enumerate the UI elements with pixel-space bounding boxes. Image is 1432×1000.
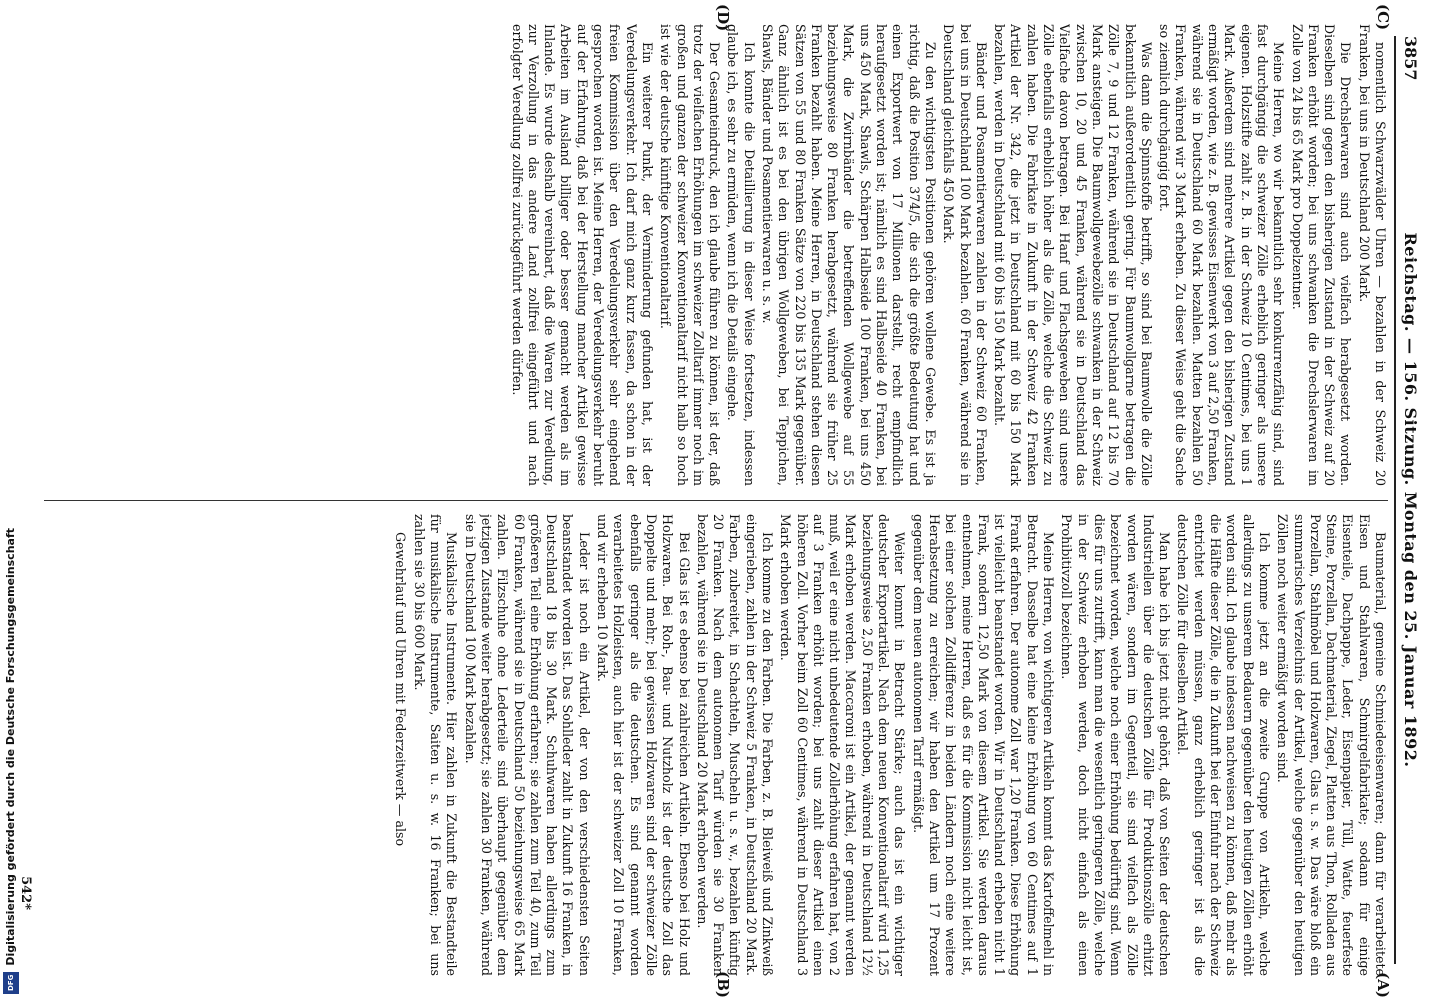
paragraph: Gewehrlauf und Uhren mit Federzeitwerk — also <box>393 532 409 847</box>
left-column <box>44 24 1388 486</box>
dfg-logo-icon: DFG <box>3 972 19 994</box>
paragraph: Leder ist noch ein Artikel, der von den verschiedensten Seiten beanstandet worden ist. Das Sohlleder zahlt in Zukunft 16 Franken, in Deutschland 18 bis 30 Mark. Schuhwaren haben allerdings zum größeren Teil eine Erhöhung erfahren; sie zahlen zum Teil 40, zum Teil 60 Franken, während sie in Deutschland 50 beziehungsweise 65 Mark zahlen. Filzschuhe ohne Lederteile sind überhaupt gegenüber dem jetzigen Zustande weiter herabgesetzt; sie zahlen 30 Franken, während sie in Deutschland 100 Mark bezahlen. <box>462 514 592 976</box>
right-column <box>44 514 1388 976</box>
paragraph: Meine Herren, wo wir bekanntlich sehr konkurrenzfähig sind, sind fast durchgängig die schweizer Zölle erheblich geringer als unsere eigenen. Holzstifte zahlt z. B. in der Schweiz 10 Centimes, bei uns 1 Mark. Außerdem sind mehrere Artikel gegen den bisherigen Zustand ermäßigt worden, wie z. B. gewisses Eisenwerk von 3 auf 2,50 Franken, während sie in Deutschland 60 Mark bezahlen. Matten bezahlen 50 Franken, während wir 3 Mark erheben. Zu dieser Weise geht die Sache so ziemlich durchgängig fort. <box>1157 24 1287 486</box>
paragraph: Baumaterial, gemeine Schmiedeeisenwaren; dann für verarbeitete Eisen und Stahlwaren, Schmirgelfabrikate; sodann für einige Eisenteile, Dachpappe, Leder, Eisenpapier, Tüll, Watte, feuerfeste Steine, Porzellan, Dachmaterial, Ziegel, Platten aus Thon, Rolladen aus Porzellan, Stahlmöbel und Holzwaren, Glas u. s. w. Das wäre bloß ein summarisches Verzeichnis der Artikel, welche gegenüber den heutigen Zöllen noch weiter ermäßigt worden sind. <box>1275 514 1388 976</box>
paragraph: Was dann die Spinnstoffe betrifft, so sind bei Baumwolle die Zölle bekanntlich außerordentlich gering. Für Baumwollgarne betragen die Zölle 7, 9 und 12 Franken, während sie in Deutschland auf 12 bis 70 Mark ansteigen. Die Baumwollgewebezölle schwanken in der Schweiz zwischen 10, 20 und 45 Franken, während sie in Deutschland das Vielfache davon betragen. Bei Hanf und Flachsgeweben sind unsere Zölle ebenfalls erheblich höher als die Zölle, welche die Schweiz zu zahlen haben. Die Fabrikate in Zukunft in der Schweiz 42 Franken Artikel der Nr. 342, die jetzt in Deutschland mit 60 bis 150 Mark bezahlen, werden in Deutschland mit 60 bis 150 Mark bezahlt. <box>992 24 1154 486</box>
paragraph: nomentlich Schwarzwälder Uhren — bezahlen in der Schweiz 20 Franken, bei uns in Deutschland 200 Mark. <box>1356 24 1388 486</box>
paragraph: Ich komme zu den Farben. Die Farben, z. B. Bleiweiß und Zinkweiß eingerieben, zahlen in der Schweiz 5 Franken, in Deutschland 20 Mark. Farben, zubereitet, in Schachteln, Muscheln u. s. w., bezahlen künftig 20 Franken. Nach dem autonomen Tarif würden sie 30 Franken bezahlen, während sie in Deutschland 20 Mark erhoben werden. <box>694 514 776 976</box>
paragraph: Ich konnte die Detaillierung in dieser Weise fortsetzen, indessen glaube ich, es sehr zu ermüden, wenn ich die Details eingehe. <box>725 24 757 486</box>
margin-mark-d: (D) <box>714 4 732 32</box>
margin-mark-a: (A) <box>1374 972 1392 998</box>
paragraph: Zu den wichtigsten Positionen gehören wollene Gewebe. Es ist ja richtig, daß die Position 374/5, die sich die größte Bedeutung hat und einen Exportwert von 17 Millionen darstellt, recht empfindlich heraufgesetzt worden ist; nämlich es sind Halbseide 40 Franken, bei uns 450 Mark, Shawls, Schärpen Halbseide 100 Franken, bei uns 450 Mark, die Zwirnbänder die betreffenden Wollgewebe auf 55 beziehungsweise 80 Franken herabgesetzt, während sie früher 25 Franken bezahlt haben. Meine Herren, in Deutschland stehen diesen Sätzen von 55 und 80 Franken Sätze von 220 bis 135 Mark gegenüber. Ganz ähnlich ist es bei den übrigen Wollgeweben, bei Teppichen, Shawls, Bänder und Posamentierwaren u. s. w. <box>760 24 938 486</box>
paragraph: Bei Glas ist es ebenso bei zahlreichen Artikeln. Ebenso bei Holz und Holzwaren. Bei Roh-, Bau- und Nutzholz ist der deutsche Zoll das Doppelte und mehr; bei gewissen Holzwaren sind der schweizer Zölle ebenfalls geringer als die deutschen. Es sind genannt worden verarbeitetes Holzleisten, auch hier ist der schweizer Zoll 10 Franken, und wir erheben 10 Mark. <box>595 514 692 976</box>
paragraph: Der Gesamteindruck, den ich glaube führen zu können, ist der, daß trotz der vielfachen Erhöhungen im schweizer Zolltarif immer noch im großen und ganzen der schweizer Konventionaltarif nicht halb so hoch ist wie der deutsche künftige Konventionaltarif. <box>658 24 723 486</box>
paragraph: Die Drechslerwaren sind auch vielfach herabgesetzt worden. Dieselben sind gegen den bisherigen Zustand in der Schweiz auf 20 Franken erhöht worden; bei uns schwanken die Drechslerwaren im Zolle von 24 bis 65 Mark pro Doppelzentner. <box>1289 24 1354 486</box>
margin-mark-b: (B) <box>714 971 732 998</box>
sheet-signature: 542* <box>18 876 33 910</box>
paragraph: Bänder und Posamentierwaren zahlen in der Schweiz 60 Franken, bei uns in Deutschland 100 Mark bezahlen. 60 Franken, während sie in Deutschland gleichfalls 450 Mark. <box>941 24 989 486</box>
paragraph: Ein weiterer Punkt, der Verminderung gefunden hat, ist der Veredelungsverkehr. Ich darf mich ganz kurz fassen, da schon in der freien Kommission über den Veredelungsverkehr sehr eingehend gesprochen worden ist. Meine Herren, der Veredelungsverkehr beruht auf der Erfahrung, daß bei der Herstellung mancher Artikel gewisse Arbeiten im Ausland billiger oder besser gemacht werden als im Inlande. Es wurde deshalb vereinbart, daß die Waren zur Veredlung, zur Verzollung in das andere Land zollfrei eingeführt und nach erfolgter Veredlung zollfrei zurückgeführt werden dürfen. <box>509 24 655 486</box>
column-divider <box>44 500 1388 501</box>
paragraph: Weiter kommt in Betracht Stärke; auch das ist ein wichtiger deutscher Exportartikel. Nach dem neuen Konventionaltarif wird 1,25 beziehungsweise 2,50 Franken erhoben, während in Deutschland 12½ Mark erhoben werden. Maccaroni ist ein Artikel, der genannt werden muß, weil er eine nicht unbedeutende Zollerhöhung erfahren hat, von 2 auf 3 Franken erhöht worden; bei uns zahlt dieser Artikel einen höheren Zoll. Vorher beim Zoll 60 Centimes, während in Deutschland 3 Mark erhoben werden. <box>778 514 908 976</box>
paragraph: Ich komme jetzt an die zweite Gruppe von Artikeln, welche allerdings zu unserem Bedauern gegenüber den heutigen Zöllen erhöht worden sind. Ich glaube indessen nachweisen zu können, daß mehr als die Hälfte dieser Zölle, die in Zukunft bei der Einfuhr nach der Schweiz entrichtet werden müssen, ganz erheblich geringer ist als die deutschen Zölle für dieselben Artikel. <box>1175 514 1272 976</box>
paragraph: Man habe ich bis jetzt nicht gehört, daß von Seiten der deutschen Industriellen über die deutschen Zölle für Produktionszölle erhitzt worden wären, sondern im Gegenteil, sie sind vielfach als Zölle bezeichnet worden, welche noch einer Erhöhung bedürftig sind. Wenn dies für uns zutrifft, kann man die wesentlich geringeren Zölle, welche in der Schweiz erhoben werden, doch nicht einfach als einen Prohibitivzoll bezeichnen. <box>1059 514 1173 976</box>
paragraph: Meine Herren, von wichtigeren Artikeln kommt das Kartoffelmehl in Betracht. Dasselbe hat eine kleine Erhöhung von 60 Centimes auf 1 Frank erfahren. Der autonome Zoll war 1,20 Franken. Diese Erhöhung ist vielleicht beanstandet worden. Wir in Deutschland erheben nicht 1 Frank, sondern 12,50 Mark von diesem Artikel. Sie werden daraus entnehmen, meine Herren, daß es für die Kommission nicht leicht ist, bei einer solchen Zolldifferenz in beiden Ländern noch eine weitere Herabsetzung zu erreichen; wir haben den Artikel um 17 Prozent gegenüber dem neuen autonomen Tarif ermäßigt. <box>910 514 1057 976</box>
margin-mark-c: (C) <box>1374 4 1392 31</box>
page-header <box>1394 36 1422 964</box>
page-title: Reichstag. — 156. Sitzung. Montag den 25. Januar 1892. <box>1401 232 1420 768</box>
funding-note: Digitalisierung gefördert durch die Deutsche Forschungsgemeinschaft <box>4 528 17 966</box>
paragraph: Musikalische Instrumente. Hier zahlen in Zukunft die Bestandteile für musikalische Instrumente, Saiten u. s. w. 16 Franken; bei uns zahlen sie 30 bis 600 Mark. <box>411 514 460 976</box>
page-number: 3857 <box>1401 36 1420 81</box>
